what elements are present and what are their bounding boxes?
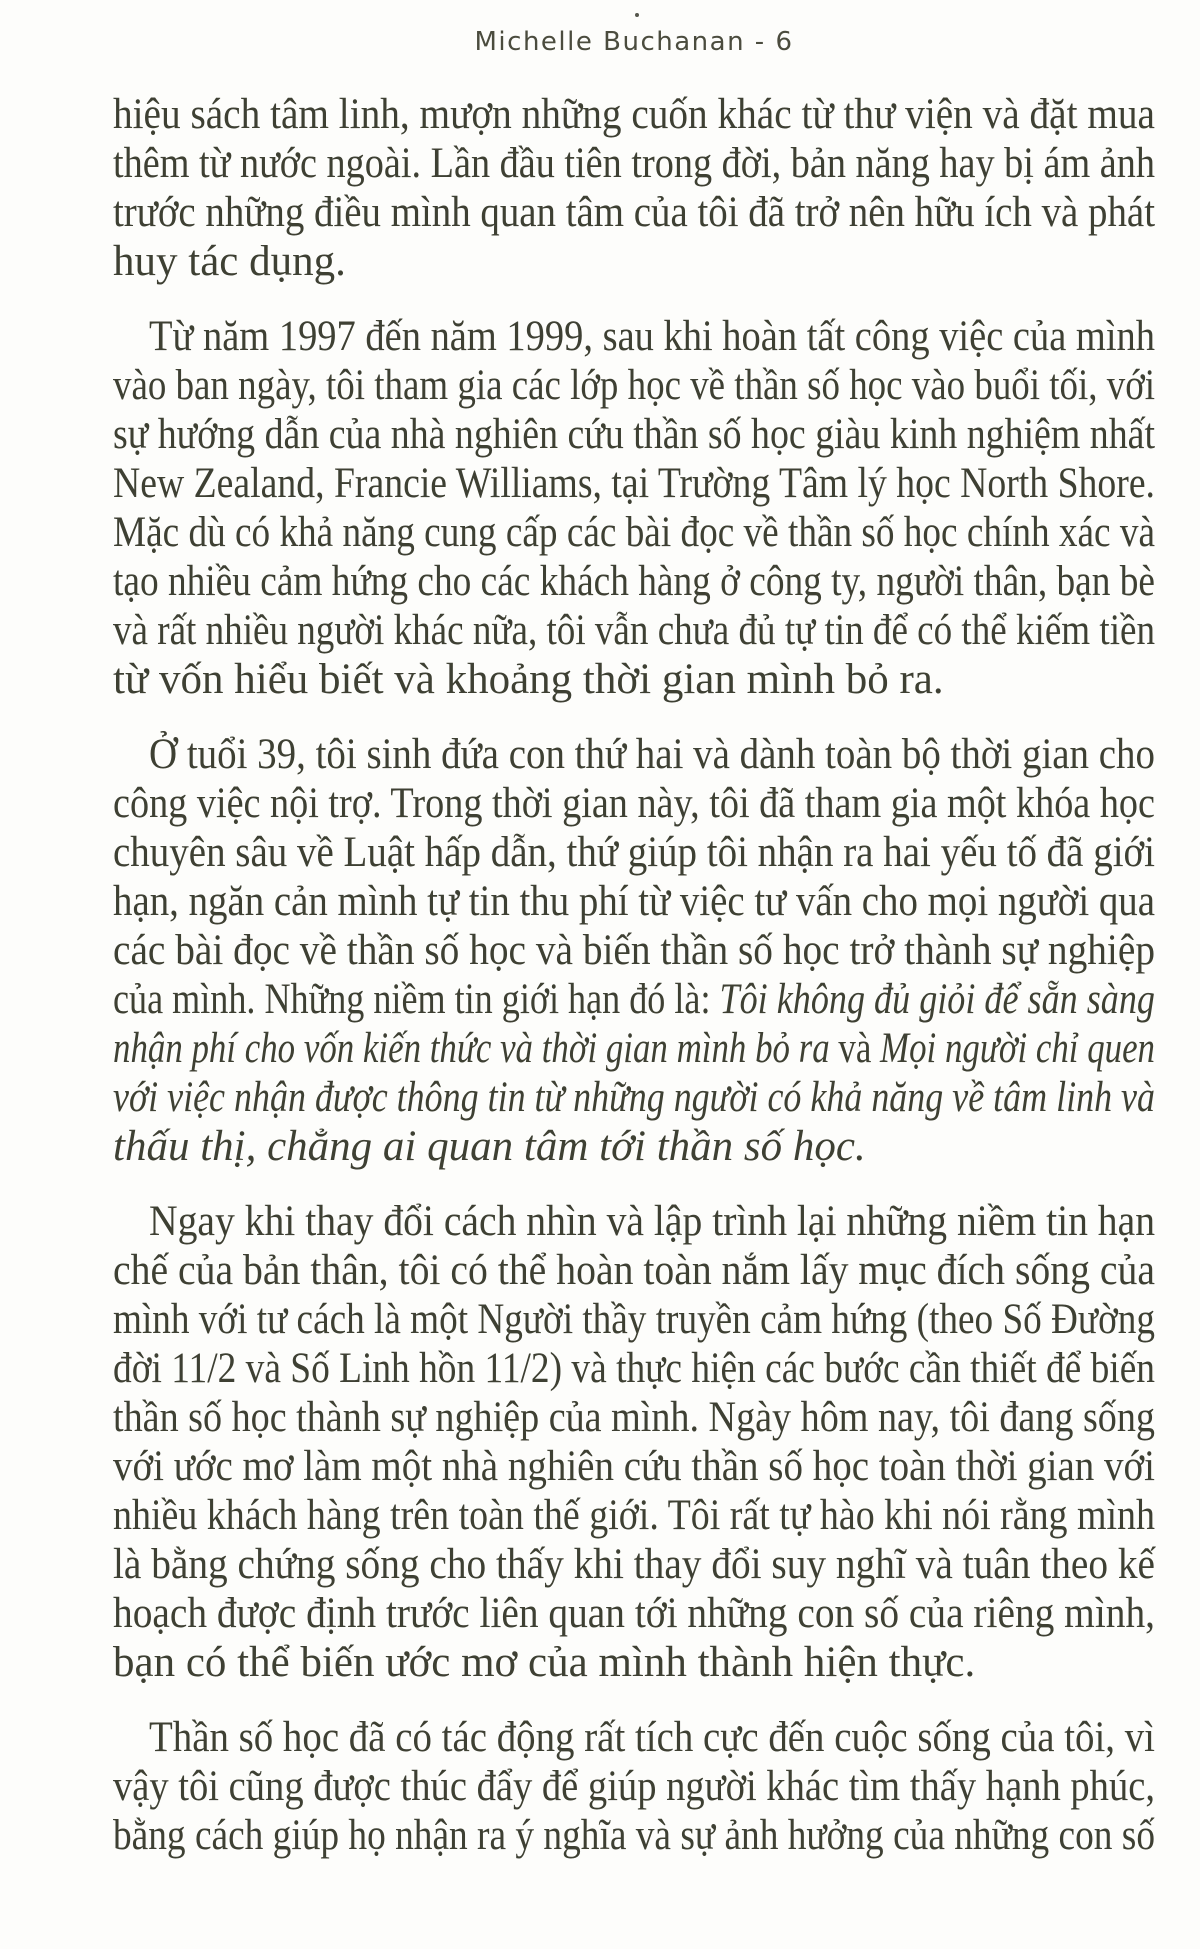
text-line xyxy=(113,1811,1155,1860)
text-line xyxy=(113,90,1155,139)
text-segment: thần số học thành sự nghiệp của mình. Ngày hôm nay, tôi đang sống xyxy=(113,1394,1155,1441)
text-segment: chế của bản thân, tôi có thể hoàn toàn nắm lấy mục đích sống của xyxy=(113,1247,1155,1294)
text-segment: vậy tôi cũng được thúc đẩy để giúp người khác tìm thấy hạnh phúc, xyxy=(113,1763,1155,1810)
text-line xyxy=(113,237,1155,286)
text-segment: Từ năm 1997 đến năm 1999, sau khi hoàn tất công việc của mình xyxy=(149,313,1155,360)
text-segment: huy tác dụng. xyxy=(113,238,346,285)
text-line xyxy=(113,1491,1155,1540)
italic-text-segment: Tôi không đủ giỏi để sẵn sàng xyxy=(719,976,1155,1023)
text-segment: công việc nội trợ. Trong thời gian này, tôi đã tham gia một khóa học xyxy=(113,780,1155,827)
text-line xyxy=(113,828,1155,877)
text-segment: đời 11/2 và Số Linh hồn 11/2) và thực hiện các bước cần thiết để biến xyxy=(113,1345,1155,1392)
text-line xyxy=(113,1073,1155,1122)
text-segment: thêm từ nước ngoài. Lần đầu tiên trong đời, bản năng hay bị ám ảnh xyxy=(113,140,1155,187)
text-line xyxy=(113,606,1155,655)
running-header: Michelle Buchanan - 6 xyxy=(474,27,794,57)
text-line xyxy=(113,1246,1155,1295)
text-line xyxy=(113,975,1155,1024)
paragraph xyxy=(113,730,1155,1171)
text-segment: và rất nhiều người khác nữa, tôi vẫn chưa đủ tự tin để có thể kiếm tiền xyxy=(113,607,1155,654)
text-line xyxy=(113,1122,1155,1171)
text-line xyxy=(113,459,1155,508)
page-body xyxy=(113,90,1155,1860)
text-segment: sự hướng dẫn của nhà nghiên cứu thần số học giàu kinh nghiệm nhất xyxy=(113,411,1155,458)
paragraph xyxy=(113,90,1155,286)
text-segment: bằng cách giúp họ nhận ra ý nghĩa và sự ảnh hưởng của những con số xyxy=(113,1812,1155,1859)
text-line xyxy=(113,1295,1155,1344)
text-line xyxy=(113,1197,1155,1246)
text-segment: hiệu sách tâm linh, mượn những cuốn khác từ thư viện và đặt mua xyxy=(113,91,1155,138)
text-line xyxy=(113,730,1155,779)
italic-text-segment: Mọi người chỉ quen xyxy=(880,1025,1155,1072)
text-line xyxy=(113,361,1155,410)
text-line xyxy=(113,1713,1155,1762)
text-line xyxy=(113,312,1155,361)
text-segment: từ vốn hiểu biết và khoảng thời gian mình bỏ ra. xyxy=(113,656,944,703)
text-segment: hạn, ngăn cản mình tự tin thu phí từ việc tư vấn cho mọi người qua xyxy=(113,878,1155,925)
paragraph xyxy=(113,1197,1155,1687)
text-line xyxy=(113,508,1155,557)
text-line xyxy=(113,188,1155,237)
text-line xyxy=(113,1638,1155,1687)
text-segment: bạn có thể biến ước mơ của mình thành hiện thực. xyxy=(113,1639,976,1686)
text-segment: nhiều khách hàng trên toàn thế giới. Tôi rất tự hào khi nói rằng mình xyxy=(113,1492,1155,1539)
text-segment: trước những điều mình quan tâm của tôi đã trở nên hữu ích và phát xyxy=(113,189,1155,236)
italic-text-segment: với việc nhận được thông tin từ những người có khả năng về tâm linh và xyxy=(113,1074,1155,1121)
text-segment: hoạch được định trước liên quan tới những con số của riêng mình, xyxy=(113,1590,1155,1637)
text-line xyxy=(113,410,1155,459)
text-segment: Ngay khi thay đổi cách nhìn và lập trình lại những niềm tin hạn xyxy=(149,1198,1155,1245)
text-segment: vào ban ngày, tôi tham gia các lớp học về thần số học vào buổi tối, với xyxy=(113,362,1155,409)
text-line xyxy=(113,1589,1155,1638)
text-line xyxy=(113,1442,1155,1491)
italic-text-segment: thấu thị, chẳng ai quan tâm tới thần số học. xyxy=(113,1123,866,1170)
text-line xyxy=(113,877,1155,926)
text-line xyxy=(113,557,1155,606)
paragraph xyxy=(113,312,1155,704)
text-segment: Ở tuổi 39, tôi sinh đứa con thứ hai và dành toàn bộ thời gian cho xyxy=(149,731,1155,778)
text-line xyxy=(113,926,1155,975)
text-line xyxy=(113,655,1155,704)
paragraph xyxy=(113,1713,1155,1860)
text-line xyxy=(113,1344,1155,1393)
text-line xyxy=(113,1762,1155,1811)
text-segment: tạo nhiều cảm hứng cho các khách hàng ở công ty, người thân, bạn bè xyxy=(113,558,1155,605)
text-line xyxy=(113,1024,1155,1073)
text-line xyxy=(113,139,1155,188)
text-line xyxy=(113,1540,1155,1589)
text-segment: New Zealand, Francie Williams, tại Trường Tâm lý học North Shore. xyxy=(113,460,1155,507)
text-segment: mình với tư cách là một Người thầy truyền cảm hứng (theo Số Đường xyxy=(113,1296,1155,1343)
text-segment: Mặc dù có khả năng cung cấp các bài đọc về thần số học chính xác và xyxy=(113,509,1155,556)
text-segment: là bằng chứng sống cho thấy khi thay đổi suy nghĩ và tuân theo kế xyxy=(113,1541,1155,1588)
text-line xyxy=(113,779,1155,828)
text-segment: và xyxy=(829,1025,881,1072)
text-segment: của mình. Những niềm tin giới hạn đó là: xyxy=(113,976,720,1023)
text-segment: với ước mơ làm một nhà nghiên cứu thần số học toàn thời gian với xyxy=(113,1443,1155,1490)
text-line xyxy=(113,1393,1155,1442)
text-segment: Thần số học đã có tác động rất tích cực đến cuộc sống của tôi, vì xyxy=(149,1714,1155,1761)
text-segment: chuyên sâu về Luật hấp dẫn, thứ giúp tôi nhận ra hai yếu tố đã giới xyxy=(113,829,1155,876)
scan-speck-artifact xyxy=(635,13,639,17)
text-segment: các bài đọc về thần số học và biến thần số học trở thành sự nghiệp xyxy=(113,927,1155,974)
italic-text-segment: nhận phí cho vốn kiến thức và thời gian mình bỏ ra xyxy=(113,1025,830,1072)
